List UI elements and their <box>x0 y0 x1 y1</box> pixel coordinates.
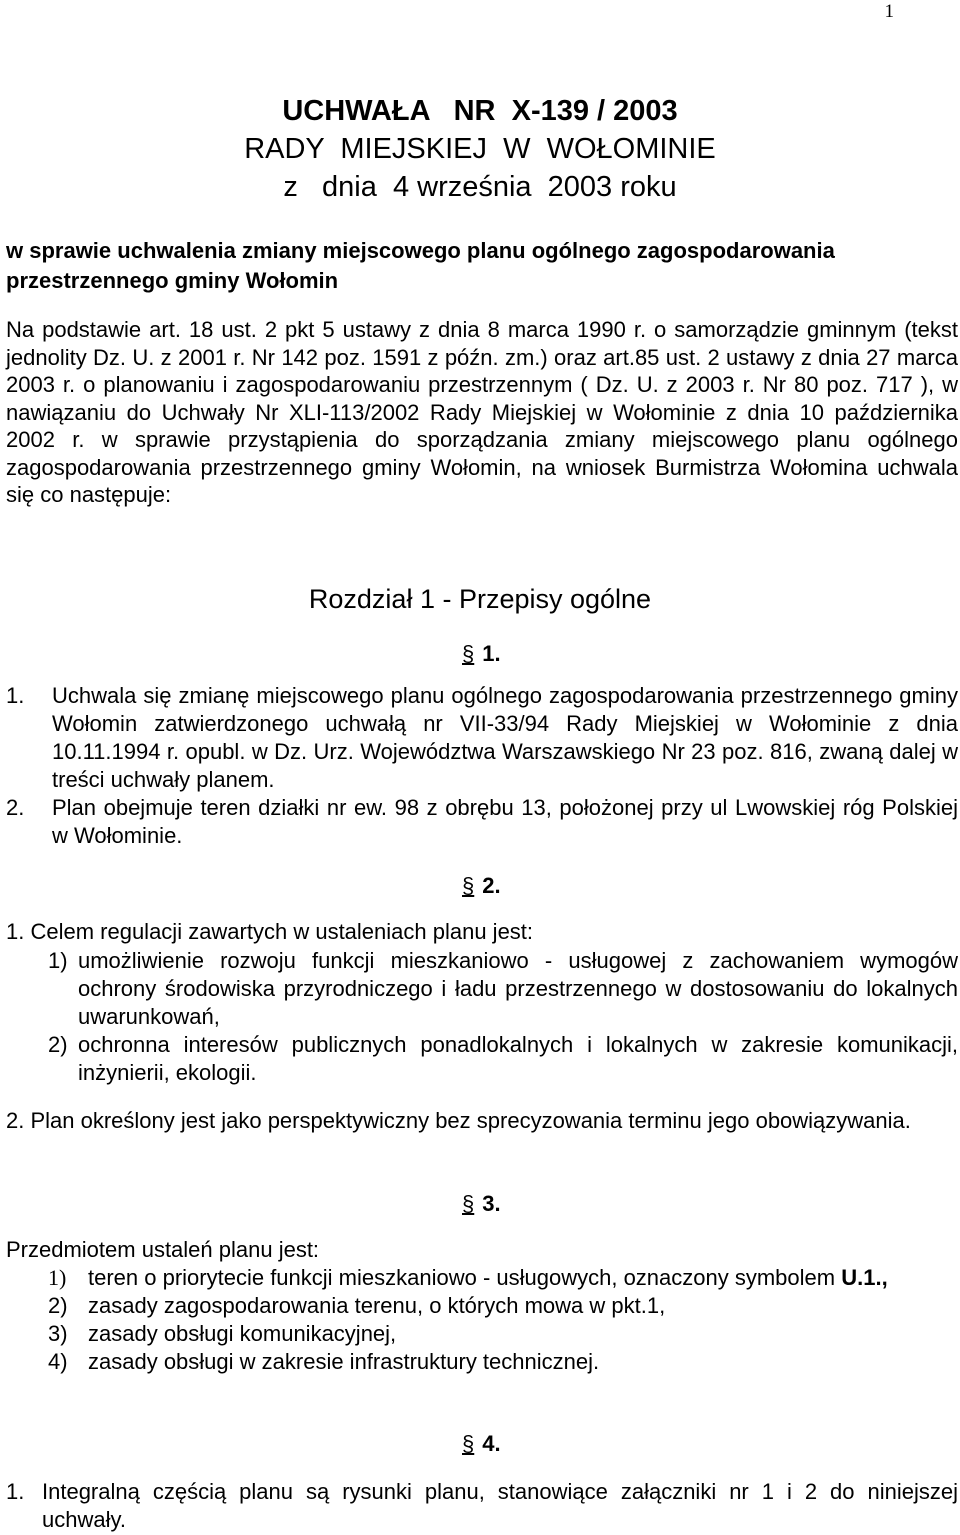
item-number: 4) <box>48 1349 68 1374</box>
page-number: 1 <box>884 1 894 22</box>
item-number: 1) <box>48 1265 67 1290</box>
item-text: zasady obsługi w zakresie infrastruktury technicznej. <box>88 1349 600 1374</box>
section-number: 3. <box>482 1191 501 1216</box>
section-3-intro: Przedmiotem ustaleń planu jest: <box>6 1237 320 1262</box>
item-number: 2) <box>48 1032 68 1057</box>
item-text: ochronna interesów publicznych ponadlokalnych i lokalnych w zakresie komunikacji, inżynierii, ekologii. <box>78 1032 958 1085</box>
item-text: Uchwala się zmianę miejscowego planu ogólnego zagospodarowania przestrzennego gminy Wołomin zatwierdzonego uchwałą nr VII-33/94 Rady Miejskiej w Wołominie z dnia 10.11.1994 r. opubl. w Dz. Urz. Województwa Warszawskiego Nr 23 poz. 816, zwaną dalej w treści uchwały planem. <box>52 683 958 792</box>
item-text: umożliwienie rozwoju funkcji mieszkaniowo - usługowej z zachowaniem wymogów ochrony środowiska przyrodniczego i ładu przestrzennego w dostosowaniu do lokalnych uwarunkowań, <box>78 948 958 1029</box>
section-1-body <box>6 682 958 850</box>
item-text: Plan obejmuje teren działki nr ew. 98 z obrębu 13, położonej przy ul Lwowskiej róg Polskiej w Wołominie. <box>52 795 958 848</box>
section-2-point-2: 2. Plan określony jest jako perspektywiczny bez sprecyzowania terminu jego obowiązywania. <box>6 1108 911 1133</box>
item-number: 1. <box>6 1479 25 1504</box>
item-text: Integralną częścią planu są rysunki planu, stanowiące załączniki nr 1 i 2 do niniejszej uchwały. <box>42 1479 958 1532</box>
list-item <box>6 682 958 794</box>
section-3-list <box>48 1264 958 1376</box>
list-item <box>6 794 958 850</box>
item-number: 3) <box>48 1321 68 1346</box>
document-title <box>0 92 960 206</box>
list-item <box>48 1292 958 1320</box>
section-sign: § <box>462 641 475 666</box>
section-4-body <box>6 1478 958 1534</box>
section-1-heading <box>462 640 501 668</box>
section-3-heading <box>462 1190 501 1218</box>
list-item <box>48 947 958 1031</box>
item-text: zasady zagospodarowania terenu, o których mowa w pkt.1, <box>88 1293 666 1318</box>
zone-symbol: U.1., <box>841 1265 888 1290</box>
chapter-title: Rozdział 1 - Przepisy ogólne <box>308 584 652 614</box>
list-item <box>48 1031 958 1087</box>
item-number: 1) <box>48 948 68 973</box>
list-item <box>6 1478 958 1534</box>
list-item <box>48 1320 958 1348</box>
section-number: 2. <box>482 873 501 898</box>
resolution-date: z dnia 4 września 2003 roku <box>283 171 677 203</box>
item-text: zasady obsługi komunikacyjnej, <box>88 1321 397 1346</box>
section-2-heading <box>462 872 501 900</box>
section-number: 1. <box>482 641 501 666</box>
section-sign: § <box>462 1431 475 1456</box>
list-item <box>48 1348 958 1376</box>
section-sign: § <box>462 873 475 898</box>
council-name: RADY MIEJSKIEJ W WOŁOMINIE <box>244 133 716 165</box>
list-item <box>48 1264 958 1292</box>
section-2-subitems <box>48 947 958 1087</box>
section-2-intro: 1. Celem regulacji zawartych w ustaleniach planu jest: <box>6 919 534 944</box>
item-number: 2) <box>48 1293 68 1318</box>
item-text: teren o priorytecie funkcji mieszkaniowo - usługowych, oznaczony symbolem <box>88 1265 842 1290</box>
legal-basis: Na podstawie art. 18 ust. 2 pkt 5 ustawy z dnia 8 marca 1990 r. o samorządzie gminnym (tekst jednolity Dz. U. z 2001 r. Nr 142 poz. 1591 z późn. zm.) oraz art.85 ust. 2 ustawy z dnia 27 marca 2003 r. o planowaniu i zagospodarowaniu przestrzennym ( Dz. U. z 2003 r. Nr 80 poz. 717 ), w nawiązaniu do Uchwały Nr XLI-113/2002 Rady Miejskiej w Wołominie z dnia 10 października 2002 r. w sprawie przystąpienia do sporządzania zmiany miejscowego planu ogólnego zagospodarowania przestrzennego gminy Wołomin, na wniosek Burmistrza Wołomina uchwala się co następuje: <box>6 317 958 507</box>
resolution-number: UCHWAŁA NR X-139 / 2003 <box>282 95 678 127</box>
section-number: 4. <box>482 1431 501 1456</box>
section-sign: § <box>462 1191 475 1216</box>
item-number: 2. <box>6 795 25 820</box>
section-4-heading <box>462 1430 501 1458</box>
resolution-subject: w sprawie uchwalenia zmiany miejscowego planu ogólnego zagospodarowania przestrzennego gminy Wołomin <box>6 238 835 293</box>
item-number: 1. <box>6 683 25 708</box>
